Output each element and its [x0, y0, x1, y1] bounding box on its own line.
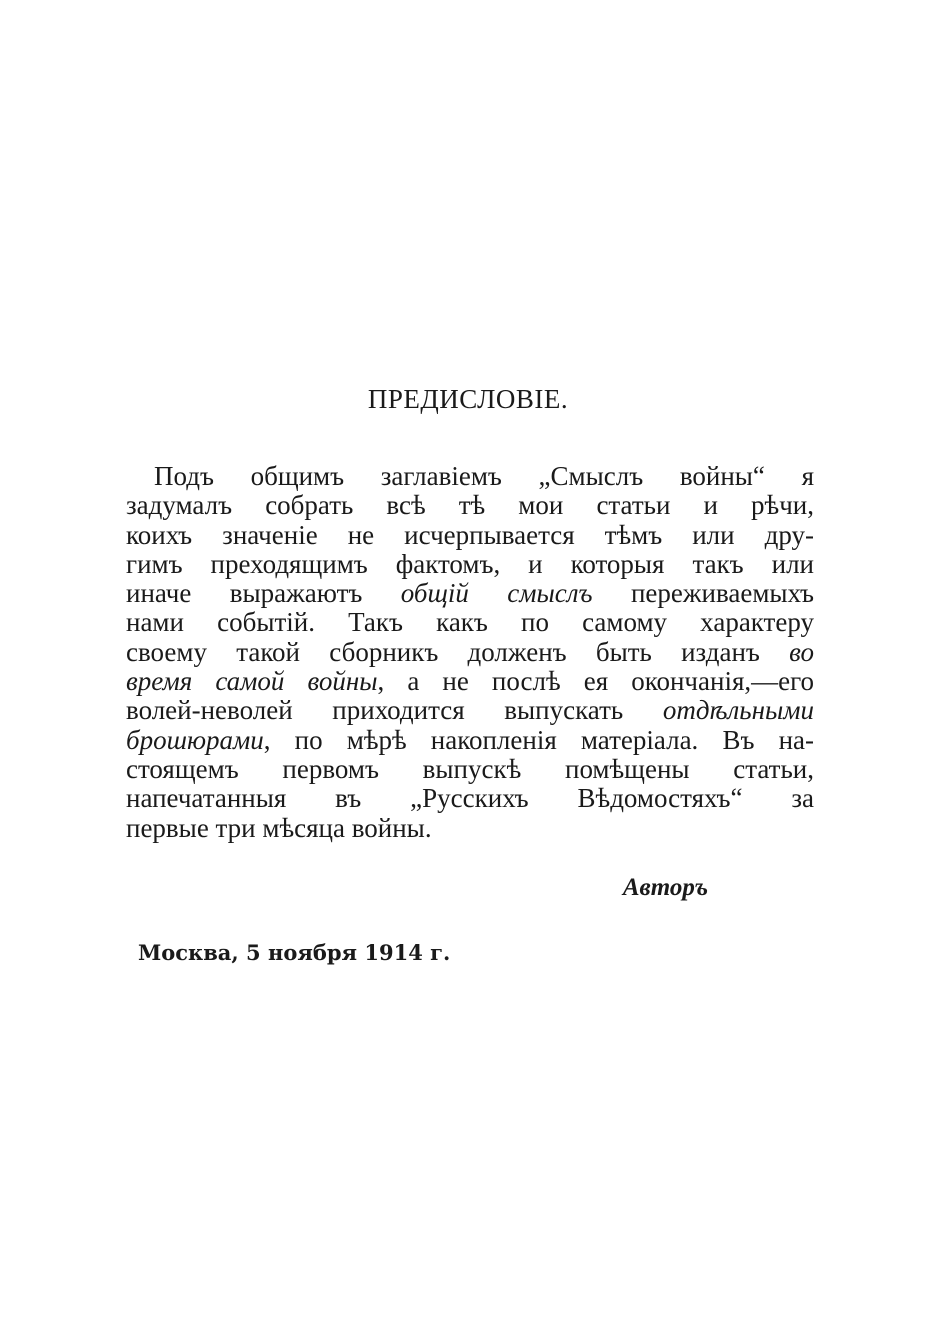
text-run: волей-неволей приходится выпускать — [126, 695, 663, 726]
text-line: задумалъ собрать всѣ тѣ мои статьи и рѣчи, — [126, 490, 814, 521]
italic-run: отдѣльными — [662, 695, 814, 726]
text-line: первые три мѣсяца войны. — [126, 812, 432, 843]
italic-run: общій смыслъ — [400, 578, 593, 609]
text-run: , а не послѣ ея окончанія,—его — [377, 666, 814, 697]
text-line — [126, 579, 814, 608]
author-signature: Авторъ — [622, 874, 708, 901]
text-line: напечатанныя въ „Русскихъ Вѣдомостяхъ“ за — [126, 783, 814, 814]
text-line: стоящемъ первомъ выпускѣ помѣщены статьи, — [126, 753, 814, 784]
text-line: коихъ значеніе не исчерпывается тѣмъ или дру- — [126, 519, 814, 550]
text-run: своему такой сборникъ долженъ быть изданъ — [126, 636, 790, 667]
italic-run: время самой войны — [126, 666, 378, 697]
text-line — [126, 638, 814, 667]
italic-run: во — [789, 636, 814, 667]
text-run: иначе выражаютъ — [126, 578, 401, 609]
page-title: ПРЕДИСЛОВІЕ. — [367, 384, 569, 414]
text-line — [126, 667, 814, 696]
preface-paragraph — [126, 462, 814, 843]
italic-run: брошюрами — [126, 724, 264, 755]
text-line — [126, 726, 814, 755]
text-line — [126, 696, 814, 725]
text-line: гимъ преходящимъ фактомъ, и которыя такъ или — [126, 548, 814, 579]
text-line: Подъ общимъ заглавіемъ „Смыслъ войны“ я — [154, 461, 814, 491]
text-run: переживаемыхъ — [592, 578, 814, 609]
place-and-date: Москва, 5 ноября 1914 г. — [138, 940, 451, 965]
text-run: , по мѣрѣ накопленія матеріала. Въ на- — [263, 724, 814, 755]
text-line: нами событій. Такъ какъ по самому характеру — [126, 607, 814, 638]
